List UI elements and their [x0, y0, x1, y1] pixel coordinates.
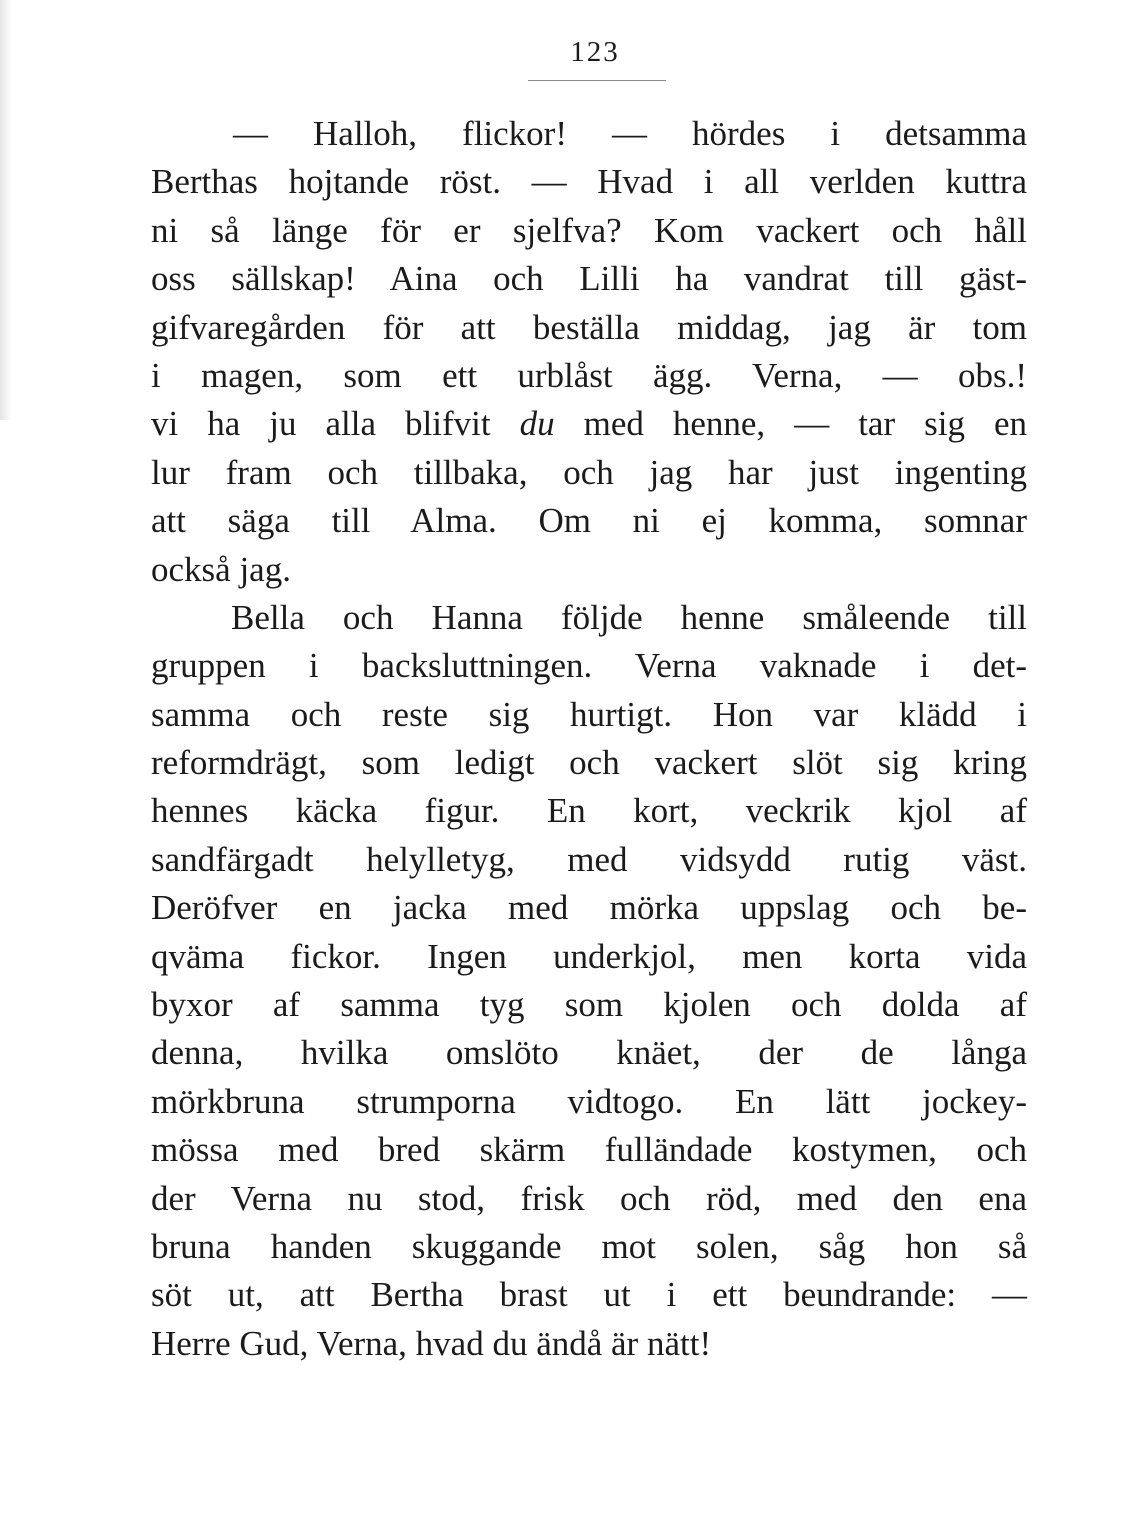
text-line: bruna handen skuggande mot solen, såg hon så — [151, 1226, 1027, 1266]
text-line: Berthas hojtande röst. — Hvad i all verlden kuttra — [151, 162, 1027, 202]
text-line: gifvaregården för att beställa middag, jag är tom — [151, 307, 1027, 347]
text-line: i magen, som ett urblåst ägg. Verna, — obs.! — [151, 355, 1027, 395]
text-line: Bella och Hanna följde henne småleende till — [231, 597, 1027, 637]
text-line: byxor af samma tyg som kjolen och dolda af — [151, 985, 1027, 1025]
body-text — [151, 110, 1027, 1368]
text-line: hennes käcka figur. En kort, veckrik kjol af — [151, 791, 1027, 831]
text-line: ni så länge för er sjelfva? Kom vackert och håll — [151, 210, 1027, 250]
text-run: med henne, — tar sig en — [554, 404, 1027, 444]
page-number: 123 — [570, 36, 620, 68]
text-line: qväma fickor. Ingen underkjol, men korta vida — [151, 936, 1027, 976]
text-line: — Halloh, flickor! — hördes i detsamma — [233, 114, 1027, 153]
text-line: gruppen i backsluttningen. Verna vaknade i det- — [151, 646, 1027, 686]
text-line: lur fram och tillbaka, och jag har just ingenting — [151, 452, 1027, 492]
text-line: Deröfver en jacka med mörka uppslag och be- — [151, 888, 1027, 928]
text-line: reformdrägt, som ledigt och vackert slöt sig kring — [151, 743, 1027, 783]
text-line: mössa med bred skärm fulländade kostymen, och — [151, 1130, 1027, 1170]
text-line: der Verna nu stod, frisk och röd, med den ena — [151, 1178, 1027, 1218]
page-number-rule — [528, 80, 666, 81]
paragraph-1 — [151, 110, 1027, 594]
text-line: oss sällskap! Aina och Lilli ha vandrat till gäst- — [151, 259, 1027, 299]
paragraph-2 — [151, 594, 1027, 1368]
text-line: mörkbruna strumporna vidtogo. En lätt jockey- — [151, 1081, 1027, 1121]
text-line: Herre Gud, Verna, hvad du ändå är nätt! — [151, 1323, 712, 1363]
text-line: samma och reste sig hurtigt. Hon var klädd i — [151, 694, 1027, 734]
text-line: söt ut, att Bertha brast ut i ett beundrande: — — [151, 1275, 1027, 1315]
text-run: vi ha ju alla blifvit — [151, 404, 520, 444]
text-line: också jag. — [151, 549, 291, 589]
text-line — [151, 400, 1027, 448]
text-line: sandfärgadt helylletyg, med vidsydd rutig väst. — [151, 839, 1027, 879]
text-line: denna, hvilka omslöto knäet, der de långa — [151, 1033, 1027, 1073]
scan-edge-shadow — [0, 0, 12, 420]
text-line: att säga till Alma. Om ni ej komma, somnar — [151, 501, 1027, 541]
emphasized-word: du — [519, 404, 555, 444]
